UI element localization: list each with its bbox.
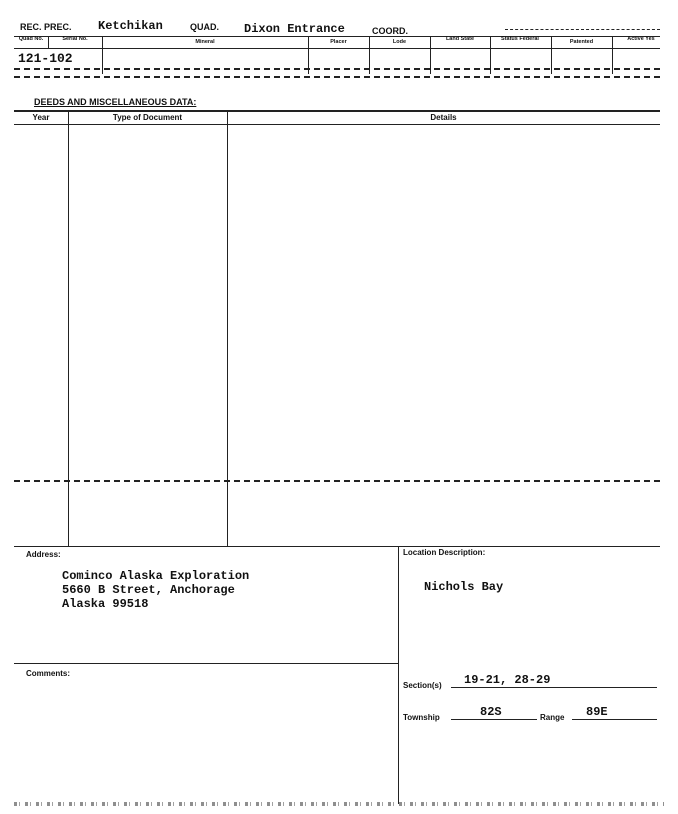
sections-value: 19-21, 28-29 bbox=[464, 673, 551, 687]
header-land-state: Land State bbox=[445, 36, 475, 42]
header-quad-no: Quad No. bbox=[18, 36, 44, 42]
header-status-federal: Status Federal bbox=[501, 36, 539, 42]
coord-label: COORD. bbox=[372, 26, 408, 36]
address-line-2: 5660 B Street, Anchorage bbox=[62, 583, 235, 597]
header-placer: Placer bbox=[330, 39, 347, 45]
rec-prec-value: Ketchikan bbox=[98, 19, 163, 33]
township-value: 82S bbox=[480, 705, 502, 719]
quad-label: QUAD. bbox=[190, 22, 219, 32]
deeds-top-rule bbox=[14, 110, 660, 112]
address-label: Address: bbox=[26, 550, 61, 559]
address-top-rule bbox=[14, 546, 660, 547]
range-line bbox=[572, 719, 657, 720]
header-serial-no: Serial No. bbox=[62, 36, 88, 42]
deeds-header-rule bbox=[14, 124, 660, 125]
deeds-dashed-rule bbox=[14, 480, 660, 482]
header-mineral: Mineral bbox=[195, 39, 215, 45]
township-label: Township bbox=[403, 713, 440, 722]
deeds-col-year: Year bbox=[32, 113, 50, 122]
header-rule bbox=[14, 36, 660, 37]
location-label: Location Description: bbox=[403, 548, 486, 557]
rec-prec-label: REC. PREC. bbox=[20, 22, 72, 32]
address-line-1: Cominco Alaska Exploration bbox=[62, 569, 250, 583]
sections-label: Section(s) bbox=[403, 681, 442, 690]
deeds-col-details: Details bbox=[430, 113, 457, 122]
comments-label: Comments: bbox=[26, 669, 71, 678]
address-location-divider bbox=[398, 546, 399, 804]
township-line bbox=[451, 719, 537, 720]
col-divider bbox=[490, 36, 491, 74]
location-value: Nichols Bay bbox=[424, 580, 504, 594]
quad-value: Dixon Entrance bbox=[244, 22, 345, 36]
header-patented: Patented bbox=[569, 39, 594, 45]
table-bottom-dashed bbox=[14, 68, 660, 70]
col-divider bbox=[430, 36, 431, 74]
header-lode: Lode bbox=[392, 39, 407, 45]
address-line-3: Alaska 99518 bbox=[62, 597, 149, 611]
comments-top-rule bbox=[14, 663, 398, 664]
col-divider bbox=[48, 36, 49, 48]
deeds-col-type: Type of Document bbox=[112, 113, 183, 122]
range-value: 89E bbox=[586, 705, 608, 719]
deeds-section-title: DEEDS AND MISCELLANEOUS DATA: bbox=[34, 97, 197, 107]
table-bottom-dashed-2 bbox=[14, 76, 660, 78]
subheader-rule bbox=[14, 48, 660, 49]
col-divider bbox=[612, 36, 613, 74]
sections-line bbox=[451, 687, 657, 688]
coord-line bbox=[505, 29, 660, 30]
scan-noise-strip bbox=[14, 802, 664, 806]
header-active-yes: Active Yes bbox=[627, 36, 655, 42]
quad-serial-value: 121-102 bbox=[18, 51, 73, 66]
range-label: Range bbox=[540, 713, 565, 722]
